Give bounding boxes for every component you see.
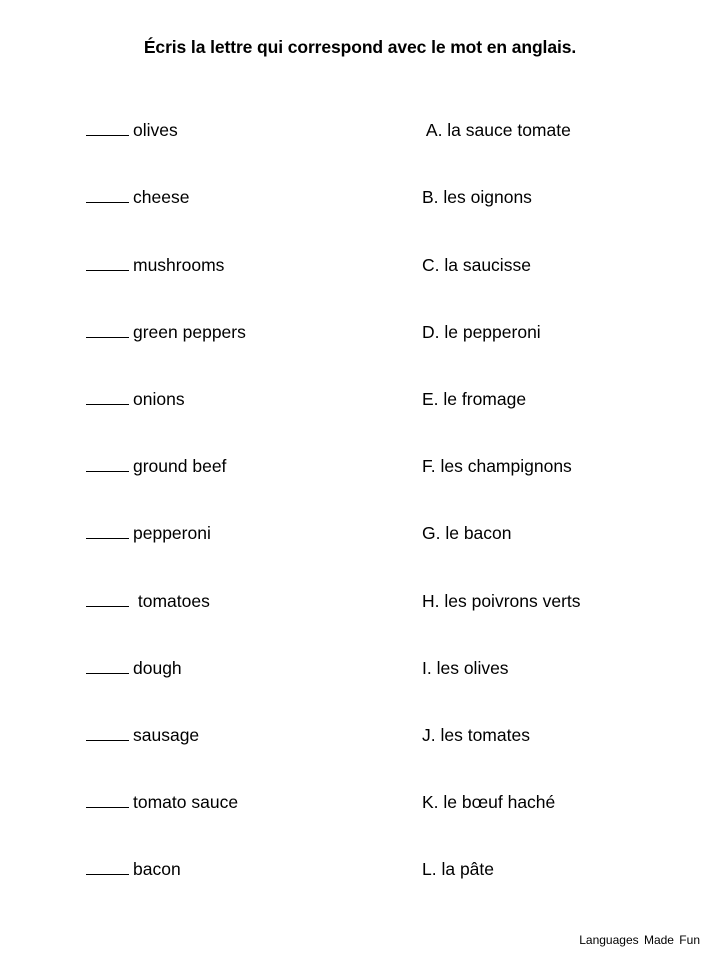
english-item [86, 255, 224, 275]
answer-blank[interactable] [86, 659, 129, 674]
answer-blank[interactable] [86, 323, 129, 338]
answer-blank[interactable] [86, 256, 129, 271]
answer-blank[interactable] [86, 121, 129, 136]
answer-blank[interactable] [86, 390, 129, 405]
english-item [86, 187, 189, 207]
english-item [86, 389, 185, 409]
answer-blank[interactable] [86, 188, 129, 203]
french-option: H. les poivrons verts [422, 591, 581, 611]
answer-blank[interactable] [86, 793, 129, 808]
english-word: sausage [133, 725, 200, 745]
french-option: G. le bacon [422, 523, 512, 543]
french-option: F. les champignons [422, 456, 572, 476]
english-word: onions [133, 389, 185, 409]
english-item [86, 523, 211, 543]
french-option: E. le fromage [422, 389, 527, 409]
answer-blank[interactable] [86, 457, 129, 472]
worksheet-title: Écris la lettre qui correspond avec le mot en anglais. [143, 37, 577, 57]
english-word: mushrooms [133, 255, 225, 275]
english-word: pepperoni [133, 523, 211, 543]
answer-blank[interactable] [86, 524, 129, 539]
answer-blank[interactable] [86, 592, 129, 607]
footer-credit: Languages Made Fun [579, 933, 700, 947]
english-word: olives [133, 120, 178, 140]
english-item [86, 725, 199, 745]
french-option: J. les tomates [422, 725, 530, 745]
english-item [86, 859, 181, 879]
english-word: green peppers [133, 322, 246, 342]
french-option: D. le pepperoni [422, 322, 541, 342]
english-item [86, 658, 182, 678]
english-item [86, 120, 178, 140]
answer-blank[interactable] [86, 726, 129, 741]
french-option: I. les olives [422, 658, 509, 678]
french-option: L. la pâte [422, 859, 494, 879]
french-option: B. les oignons [422, 187, 532, 207]
french-option: K. le bœuf haché [422, 792, 556, 812]
answer-blank[interactable] [86, 860, 129, 875]
english-item [86, 456, 226, 476]
english-item [86, 591, 210, 611]
english-word: dough [133, 658, 182, 678]
english-word: bacon [133, 859, 181, 879]
english-item [86, 792, 238, 812]
english-word: ground beef [133, 456, 227, 476]
french-option: C. la saucisse [422, 255, 531, 275]
french-option: A. la sauce tomate [422, 120, 571, 140]
english-word: tomatoes [133, 591, 210, 611]
english-word: tomato sauce [133, 792, 239, 812]
english-word: cheese [133, 187, 190, 207]
english-item [86, 322, 246, 342]
